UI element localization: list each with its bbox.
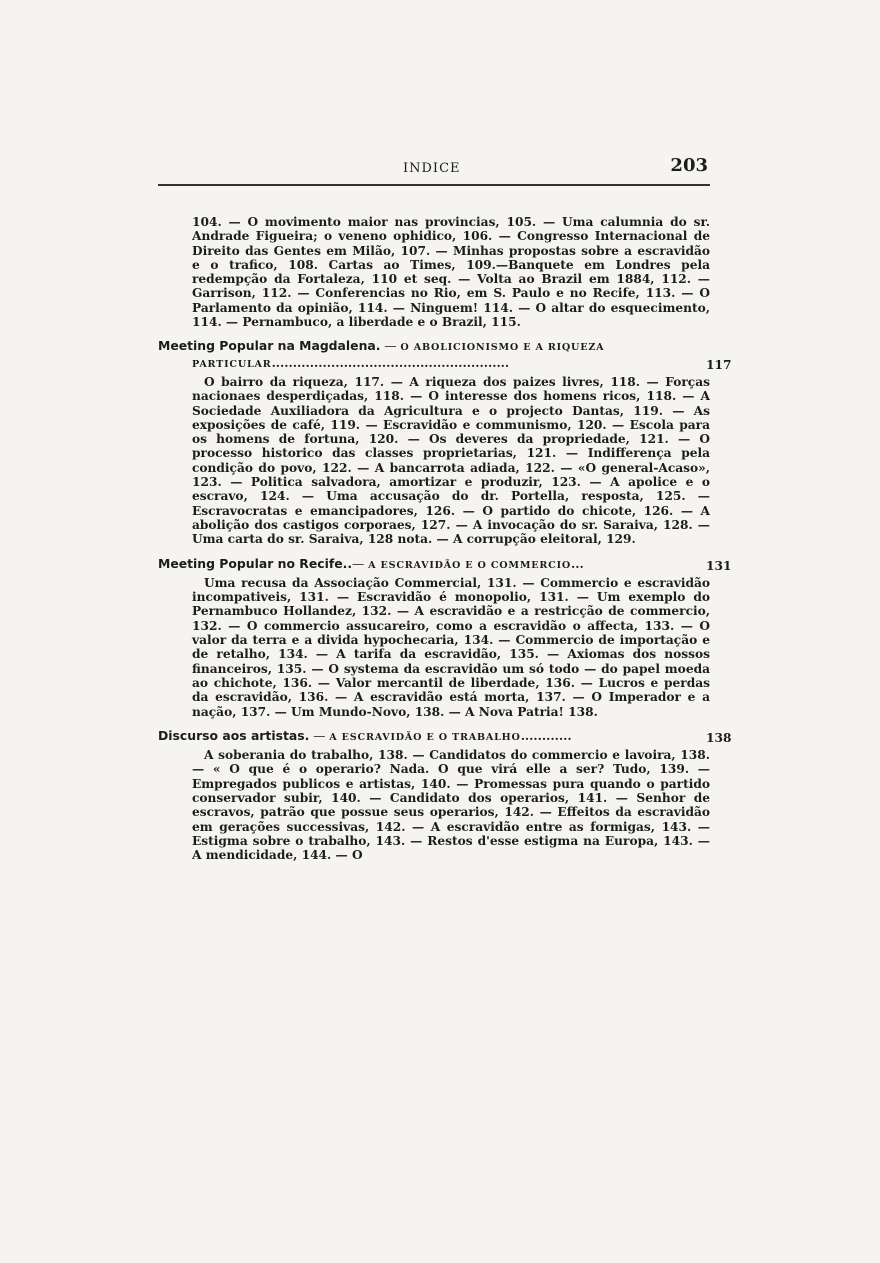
running-header bbox=[158, 155, 710, 183]
index-content bbox=[158, 215, 732, 863]
entry-heading: Discurso aos artistas. — A ESCRAVIDÃO E O TRABALHO............ 138 bbox=[158, 727, 732, 745]
index-entry bbox=[158, 338, 732, 547]
dot-leader: ... bbox=[571, 556, 584, 571]
dot-leader: ............ bbox=[520, 728, 572, 743]
entry-body: O bairro da riqueza, 117. — A riqueza dos paizes livres, 118. — Forças nacionaes desperdiçadas, 118. — O interesse dos homens ricos, 118. — A Sociedade Auxiliadora da Agricultura e o projecto Dantas, 119. — As exposições de café, 119. — Escravidão e communismo, 120. — Escola para os homens de fortuna, 120. — Os deveres da propriedade, 121. — O processo historico das classes proprietarias, 121. — Indifferença pela condição do povo, 122. — A bancarrota adiada, 122. — «O general-Acaso», 123. — Politica salvadora, amortizar e produzir, 123. — A apolice e o escravo, 124. — Uma accusação do dr. Portella, resposta, 125. — Escravocratas e emancipadores, 126. — O partido do chicote, 126. — A abolição dos castigos corporaes, 127. — A invocação do sr. Saraiva, 128. — Uma carta do sr. Saraiva, 128 nota. — A corrupção eleitoral, 129. bbox=[192, 374, 710, 547]
header-rule bbox=[158, 184, 710, 186]
page-number: 203 bbox=[670, 155, 708, 176]
entry-subtitle: O ABOLICIONISMO E A RIQUEZA PARTICULAR bbox=[192, 342, 605, 370]
entry-dash: — bbox=[380, 339, 401, 354]
entry-body: Uma recusa da Associação Commercial, 131. — Commercio e escravidão incompativeis, 131. — Escravidão é monopolio, 131. — Um exemplo do Pernambuco Hollandez, 132. — A escravidão e a restricção de commercio, 132. — O commercio assucareiro, como a escravidão o affecta, 133. — O valor da terra e a divida hypochecaria, 134. — Commercio de importação e de retalho, 134. — A tarifa da escravidão, 135. — Axiomas dos nossos financeiros, 135. — O systema da escravidão um só todo — do papel moeda ao chichote, 136. — Valor mercantil de liberdade, 136. — Lucros e perdas da escravidão, 136. — A escravidão está morta, 137. — O Imperador e a nação, 137. — Um Mundo-Novo, 138. — A Nova Patria! 138. bbox=[192, 575, 710, 719]
running-title: INDICE bbox=[403, 161, 461, 176]
entry-subtitle: A ESCRAVIDÃO E O TRABALHO bbox=[329, 731, 521, 743]
index-entry bbox=[158, 727, 732, 863]
entry-dash: — bbox=[309, 728, 330, 743]
entry-dash: — bbox=[352, 556, 369, 571]
entry-name: Discurso aos artistas. bbox=[158, 727, 310, 743]
entry-heading: Meeting Popular na Magdalena. — O ABOLICIONISMO E A RIQUEZA PARTICULAR........................................................ 117 bbox=[158, 338, 732, 372]
entry-subtitle: A ESCRAVIDÃO E O COMMERCIO bbox=[368, 559, 572, 571]
entry-heading: Meeting Popular no Recife..— A ESCRAVIDÃO E O COMMERCIO... 131 bbox=[158, 555, 732, 573]
entry-name: Meeting Popular na Magdalena. bbox=[158, 338, 381, 354]
continued-entry-text: 104. — O movimento maior nas provincias, 105. — Uma calumnia do sr. Andrade Figueira; o veneno ophidico, 106. — Congresso Internacional de Direito das Gentes em Milão, 107. — Minhas propostas sobre a escravidão e o trafico, 108. Cartas ao Times, 109.—Banquete em Londres pela redempção da Fortaleza, 110 et seq. — Volta ao Brazil em 1884, 112. — Garrison, 112. — Conferencias no Rio, em S. Paulo e no Recife, 113. — O Parlamento da opinião, 114. — Ninguem! 114. — O altar do esquecimento, 114. — Pernambuco, a liberdade e o Brazil, 115. bbox=[192, 215, 710, 330]
entry-body: A soberania do trabalho, 138. — Candidatos do commercio e lavoira, 138. — « O que é o operario? Nada. O que virá elle a ser? Tudo, 139. — Empregados publicos e artistas, 140. — Promessas pura quando o partido conservador subir, 140. — Candidato dos operarios, 141. — Senhor de escravos, patrão que possue seus operarios, 142. — Effeitos da escravidão em gerações successivas, 142. — A escravidão entre as formigas, 143. — Estigma sobre o trabalho, 143. — Restos d'esse estigma na Europa, 143. — A mendicidade, 144. — O bbox=[192, 748, 710, 863]
index-entry bbox=[158, 555, 732, 719]
entry-name: Meeting Popular no Recife.. bbox=[158, 555, 353, 571]
dot-leader: ........................................................ bbox=[271, 355, 510, 370]
